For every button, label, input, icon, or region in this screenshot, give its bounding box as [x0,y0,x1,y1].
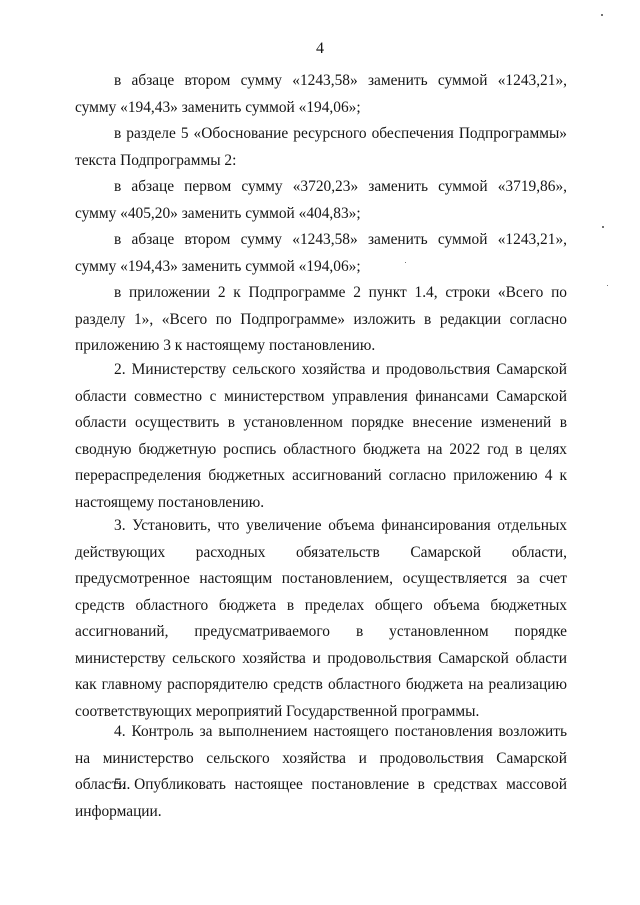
scan-speck [607,285,608,286]
paragraph-prilozhenie-2: в приложении 2 к Подпрограмме 2 пункт 1.4, строки «Всего по разделу 1», «Всего по Подпрограмме» изложить в редакции согласно приложению 3 к настоящему постановлению. [75,284,567,354]
paragraph-abzac-vtorom-1: в абзаце втором сумму «1243,58» заменить суммой «1243,21», сумму «194,43» заменить суммой «194,06»; [75,72,567,116]
page-number: 4 [316,40,324,57]
paragraph-razdel-5: в разделе 5 «Обоснование ресурсного обеспечения Подпрограммы» текста Подпрограммы 2: [75,125,567,169]
scan-speck [601,14,603,16]
scan-speck [602,226,604,228]
scan-speck [405,262,406,263]
paragraph-item-2: 2. Министерству сельского хозяйства и продовольствия Самарской области совместно с министерством управления финансами Самарской области осуществить в установленном порядке внесение изменений в сводную бюджетную роспись областного бюджета на 2022 год в целях перераспределения бюджетных ассигнований согласно приложению 4 к настоящему постановлению. [75,361,567,511]
paragraph-item-5: 5. Опубликовать настоящее постановление в средствах массовой информации. [75,776,567,820]
paragraph-item-4: 4. Контроль за выполнением настоящего постановления возложить на министерство сельского хозяйства и продовольствия Самарской области. [75,723,567,793]
paragraph-item-3: 3. Установить, что увеличение объема финансирования отдельных действующих расходных обязательств Самарской области, предусмотренное настоящим постановлением, осуществляется за счет средств областного бюджета в пределах общего объема бюджетных ассигнований, предусматриваемого в установленном порядке министерству сельского хозяйства и продовольствия Самарской области как главному распорядителю средств областного бюджета на реализацию соответствующих мероприятий Государственной программы. [75,517,567,720]
paragraph-abzac-vtorom-2: в абзаце втором сумму «1243,58» заменить суммой «1243,21», сумму «194,43» заменить суммой «194,06»; [75,231,567,275]
paragraph-abzac-pervom: в абзаце первом сумму «3720,23» заменить суммой «3719,86», сумму «405,20» заменить суммой «404,83»; [75,178,567,222]
